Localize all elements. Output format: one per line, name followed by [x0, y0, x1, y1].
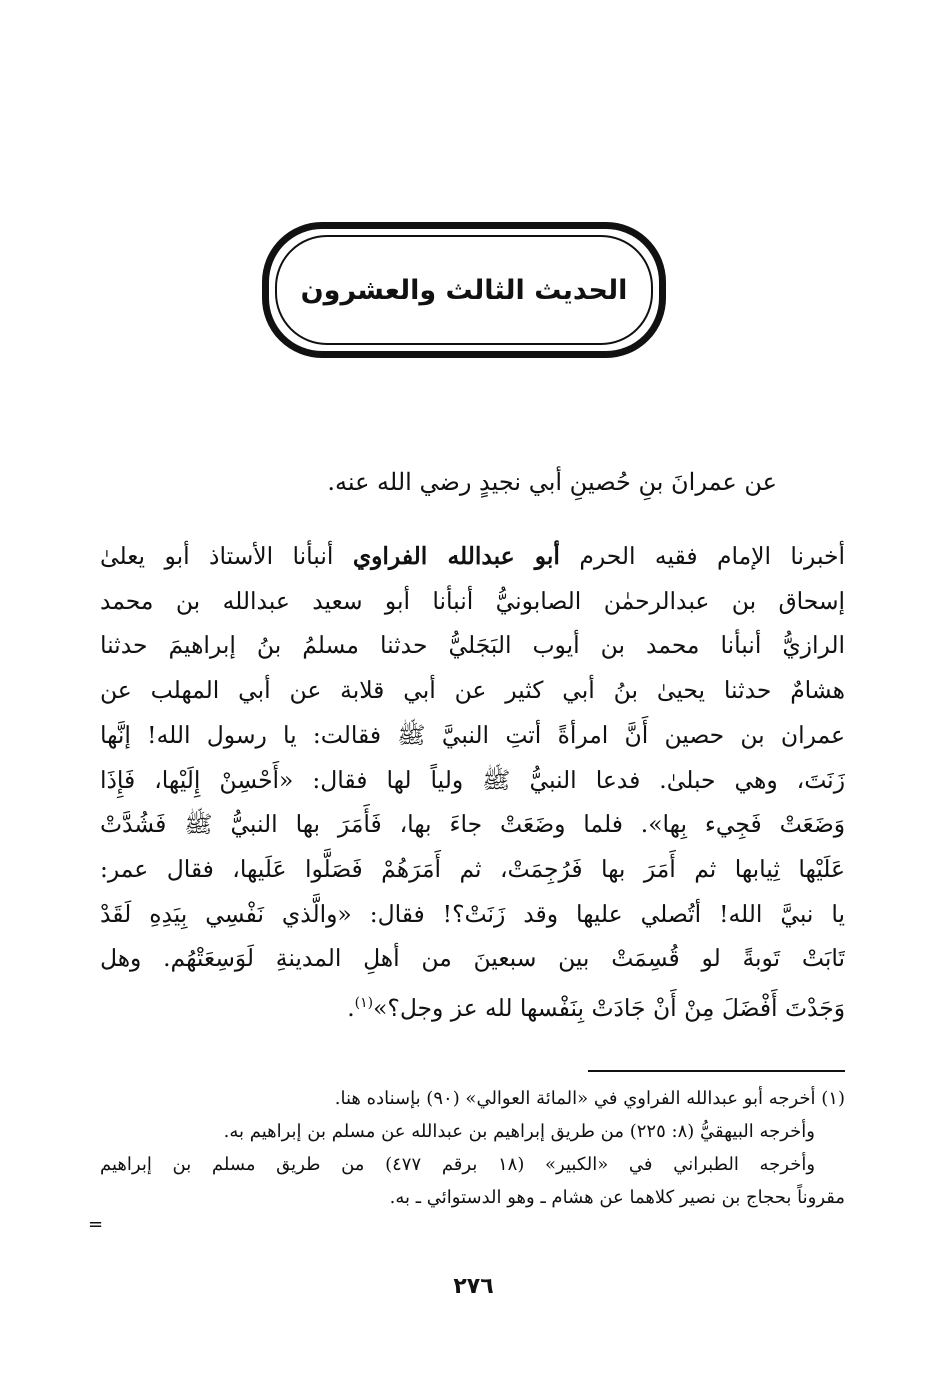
hadith-body	[100, 534, 845, 1031]
body-line: إسحاق بن عبدالرحمٰن الصابونيُّ أنبأنا أبو سعيد عبدالله بن محمد	[100, 586, 845, 615]
body-line: وَجَدْتَ أَفْضَلَ مِنْ أَنْ جَادَتْ بِنَفْسها لله عز وجل؟»$^{(١)}$.	[347, 993, 845, 1022]
body-line: عمران بن حصين أَنَّ امرأةً أتتِ النبيَّ ﷺ فقالت: يا رسول الله! إنَّها	[100, 720, 845, 749]
body-line: هشامٌ حدثنا يحيىٰ بنُ أبي كثير عن أبي قلابة عن أبي المهلب عن	[100, 676, 845, 705]
footnote-line: وأخرجه الطبراني في «الكبير» (١٨ برقم ٤٧٧) من طريق مسلم بن إبراهيم	[100, 1154, 816, 1175]
footnote-continuation-mark: =	[88, 1214, 104, 1235]
narrator-name-bold: أبو عبدالله الفراوي	[352, 542, 560, 570]
hadith-narrator-intro: عن عمرانَ بنِ حُصينِ أبي نجيدٍ رضي الله عنه.	[327, 468, 777, 496]
footnote-separator	[588, 1070, 845, 1072]
chapter-title: الحديث الثالث والعشرون	[300, 274, 628, 306]
footnote-reference: (١)	[354, 995, 374, 1012]
chapter-title-frame	[262, 222, 666, 358]
footnote-line: (١) أخرجه أبو عبدالله الفراوي في «المائة العوالي» (٩٠) بإسناده هنا.	[334, 1088, 845, 1109]
body-line: وَضَعَتْ فَجِيء بِها». فلما وضَعَتْ جاءَ بها، فَأَمَرَ بها النبيُّ ﷺ فَشُدَّتْ	[100, 810, 845, 839]
body-line: الرازيُّ أنبأنا محمد بن أيوب البَجَليُّ حدثنا مسلمُ بنُ إبراهيمَ حدثنا	[100, 631, 845, 660]
footnote-line: مقروناً بحجاج بن نصير كلاهما عن هشام ـ وهو الدستوائي ـ به.	[389, 1187, 845, 1208]
body-line: يا نبيَّ الله! أتُصلي عليها وقد زَنَتْ؟! فقال: «والَّذي نَفْسِي بِيَدِهِ لَقَدْ	[100, 899, 845, 928]
body-line: تَابَتْ تَوبةً لو قُسِمَتْ بين سبعينَ من أهلِ المدينةِ لَوَسِعَتْهُم. وهل	[100, 944, 845, 973]
footnotes	[100, 1082, 845, 1214]
body-line: عَلَيْها ثِيابها ثم أَمَرَ بها فَرُجِمَتْ، ثم أَمَرَهُمْ فَصَلَّوا عَلَيها، فقال عمر:	[100, 854, 845, 883]
page-number: ٢٧٦	[453, 1274, 494, 1299]
body-line: أخبرنا الإمام فقيه الحرم أبو عبدالله الفراوي أنبأنا الأستاذ أبو يعلىٰ	[100, 542, 845, 570]
body-line: زَنَتَ، وهي حبلىٰ. فدعا النبيُّ ﷺ ولياً لها فقال: «أَحْسِنْ إِلَيْها، فَإِذَا	[100, 765, 845, 794]
footnote-line: وأخرجه البيهقيُّ (٨: ٢٢٥) من طريق إبراهيم بن عبدالله عن مسلم بن إبراهيم به.	[223, 1121, 815, 1142]
